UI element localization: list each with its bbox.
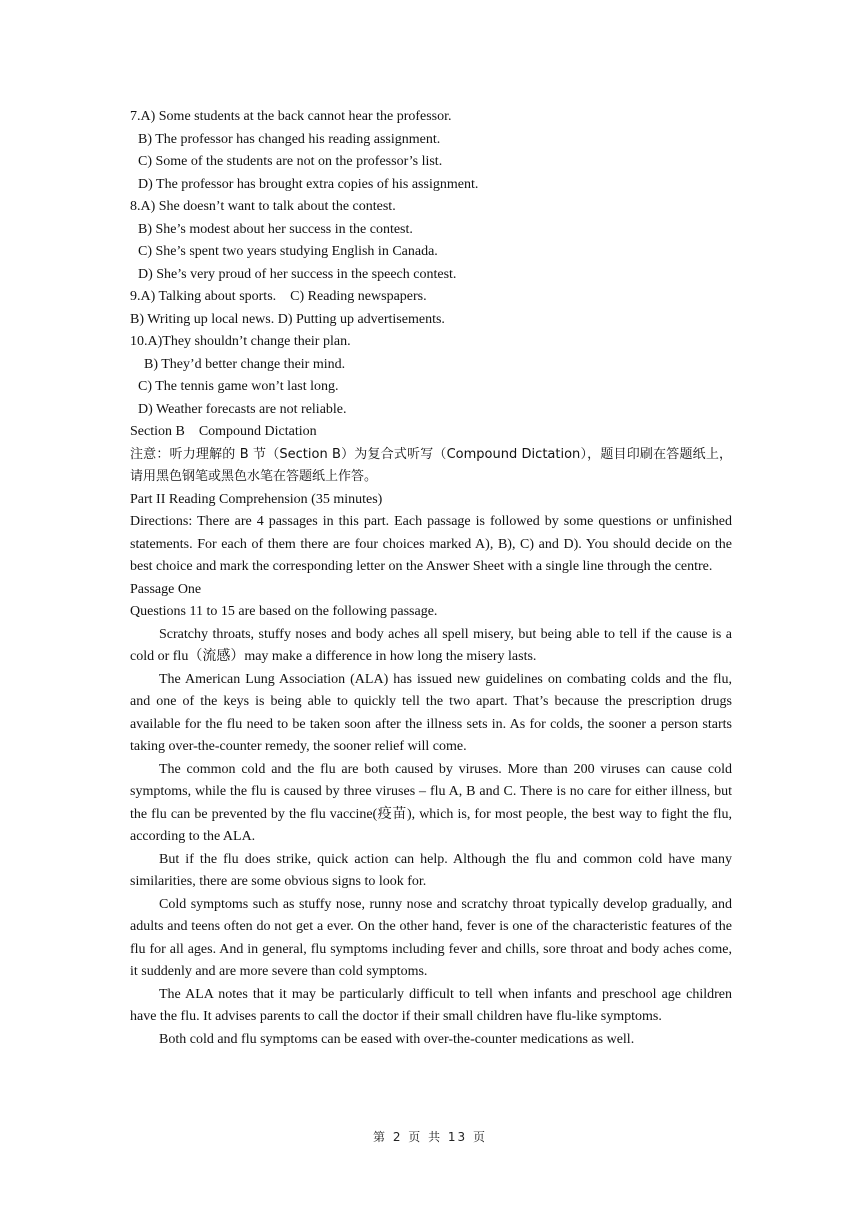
passage-paragraph-5: Cold symptoms such as stuffy nose, runny nose and scratchy throat typically develop gradually, and adults and teens often do not get a ever. On the other hand, fever is one of the characteristic features of the flu for all ages. And in general, flu symptoms including fever and chills, sore throat and body aches come, it suddenly and are more severe than cold symptoms. bbox=[130, 896, 732, 979]
passage-title: Passage One bbox=[130, 581, 202, 597]
question-8-option-d: D) She’s very proud of her success in the speech contest. bbox=[138, 266, 457, 282]
page-footer: 第 2 页 共 13 页 bbox=[373, 1130, 487, 1144]
question-7-option-c: C) Some of the students are not on the professor’s list. bbox=[138, 154, 443, 169]
question-7-option-d: D) The professor has brought extra copies of his assignment. bbox=[138, 176, 479, 192]
passage-paragraph-2: The American Lung Association (ALA) has issued new guidelines on combating colds and the flu, and one of the keys is being able to quickly tell the two apart. That’s because the prescription drugs available for the flu need to be taken soon after the illness sets in. As for colds, the sooner a person starts taking over-the-counter remedy, the sooner relief will come. bbox=[130, 671, 732, 754]
passage-paragraph-4: But if the flu does strike, quick action can help. Although the flu and common cold have many similarities, there are some obvious signs to look for. bbox=[130, 851, 732, 889]
question-9 bbox=[130, 286, 732, 331]
passage-paragraph-6: The ALA notes that it may be particularly difficult to tell when infants and preschool age children have the flu. It advises parents to call the doctor if their small children have flu-like symptoms. bbox=[130, 986, 732, 1024]
questions-intro: Questions 11 to 15 are based on the following passage. bbox=[130, 604, 438, 619]
question-10-option-d: D) Weather forecasts are not reliable. bbox=[138, 401, 347, 417]
question-8-option-c: C) She’s spent two years studying English in Canada. bbox=[138, 244, 438, 259]
passage-paragraph-1: Scratchy throats, stuffy noses and body aches all spell misery, but being able to tell if the cause is a cold or flu（流感）may make a difference in how long the misery lasts. bbox=[130, 626, 732, 664]
question-10-option-b: B) They’d better change their mind. bbox=[144, 356, 346, 372]
question-8-option-b: B) She’s modest about her success in the contest. bbox=[138, 221, 413, 237]
section-b-title: Section B Compound Dictation bbox=[130, 424, 317, 439]
part-ii-title: Part II Reading Comprehension (35 minutes) bbox=[130, 491, 383, 507]
question-7-option-a: 7.A) Some students at the back cannot hear the professor. bbox=[130, 109, 452, 124]
question-8-option-a: 8.A) She doesn’t want to talk about the contest. bbox=[130, 199, 396, 214]
question-9-line-2: B) Writing up local news. D) Putting up advertisements. bbox=[130, 311, 445, 327]
section-b-note: 注意：听力理解的 B 节（Section B）为复合式听写（Compound Dictation），题目印刷在答题纸上，请用黑色钢笔或黑色水笔在答题纸上作答。 bbox=[130, 446, 732, 484]
question-10 bbox=[130, 331, 732, 421]
question-10-option-a: 10.A)They shouldn’t change their plan. bbox=[130, 334, 351, 349]
reading-directions: Directions: There are 4 passages in this part. Each passage is followed by some questions or unfinished statements. For each of them there are four choices marked A), B), C) and D). You should decide on the best choice and mark the corresponding letter on the Answer Sheet with a single line through the centre. bbox=[130, 514, 732, 574]
question-10-option-c: C) The tennis game won’t last long. bbox=[138, 379, 339, 394]
question-7 bbox=[130, 106, 732, 196]
question-9-line-1: 9.A) Talking about sports. C) Reading newspapers. bbox=[130, 289, 427, 304]
passage-paragraph-7: Both cold and flu symptoms can be eased with over-the-counter medications as well. bbox=[159, 1031, 635, 1047]
page-content bbox=[130, 106, 732, 1051]
passage-paragraph-3: The common cold and the flu are both caused by viruses. More than 200 viruses can cause cold symptoms, while the flu is caused by three viruses – flu A, B and C. There is no care for either illness, but the flu can be prevented by the flu vaccine(疫苗), which is, for most people, the best way to fight the flu, according to the ALA. bbox=[130, 761, 732, 844]
question-8 bbox=[130, 196, 732, 286]
question-7-option-b: B) The professor has changed his reading assignment. bbox=[138, 131, 441, 147]
